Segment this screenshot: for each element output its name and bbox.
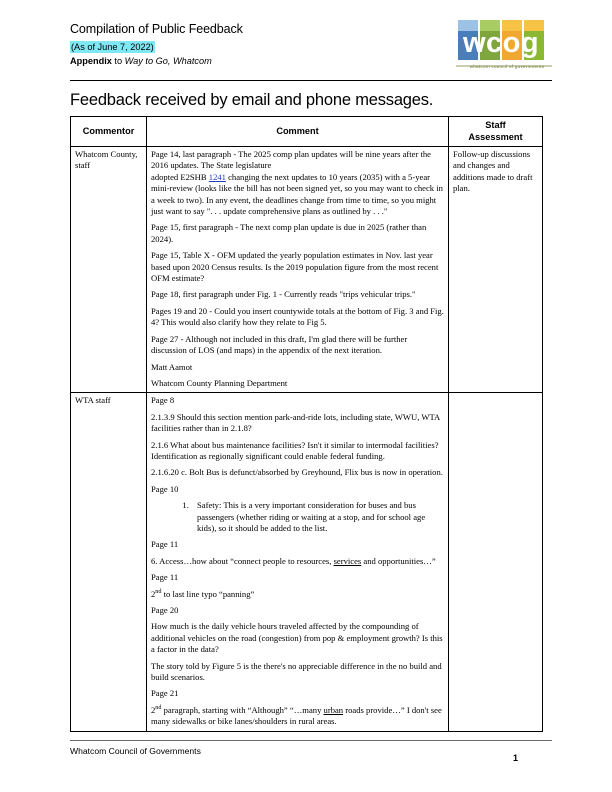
comment-paragraph [151, 222, 444, 245]
cell-staff-assessment: Follow-up discussions and changes and additions made to draft plan. [449, 147, 543, 393]
comment-paragraph [151, 484, 444, 495]
comment-paragraph [151, 149, 444, 217]
comment-paragraph [151, 378, 444, 389]
text-run: and opportunities…” [361, 555, 436, 566]
superscript-text: nd [155, 703, 162, 711]
text-run: roads provide…” I don't see many sidewalks or bike lanes/shoulders in rural areas. [151, 704, 442, 727]
text-run: Page 15, first paragraph - The next comp plan update is due in 2025 (rather than 2024). [151, 222, 427, 244]
header-appendix-line [70, 55, 243, 68]
table-row [71, 393, 543, 731]
text-run: Page 10 [151, 483, 179, 494]
wcog-logo-graphic [456, 18, 552, 78]
text-run: adopted E2SHB [151, 171, 209, 182]
comment-paragraph [151, 440, 444, 463]
text-run: changing the next updates to 10 years (2035) with a 5-year mini-review (looks like the bill has not been signed yet, so you may want to check in a week to two). In any event, the deadlines change from time to time, so you might just want to say ". . . update comprehensive plans as outlined by . . ." [151, 171, 443, 217]
column-header-staff-line1: Staff [485, 120, 506, 130]
text-run: to last line typo “panning” [161, 588, 255, 599]
text-run: The story told by Figure 5 is the there's no appreciable difference in the no build and build scenarios. [151, 660, 442, 683]
text-run: Page 18, first paragraph under Fig. 1 - Currently reads "trips vehicular trips." [151, 289, 416, 300]
text-run: Page 11 [151, 572, 179, 583]
wcog-logo [456, 18, 552, 78]
svg-text:wcog: wcog [462, 27, 540, 59]
comment-paragraph [151, 661, 444, 684]
header-text-block [70, 22, 243, 68]
comment-paragraph [151, 412, 444, 435]
cell-commentor: WTA staff [71, 393, 147, 731]
feedback-table [70, 116, 543, 732]
comment-paragraph [151, 556, 444, 567]
text-run: 2.1.6 What about bus maintenance facilities? Isn't it similar to intermodal facilities? Identification as regionally significant could enable federal funding. [151, 439, 439, 461]
text-run: Whatcom County Planning Department [151, 377, 288, 388]
page-header [70, 22, 552, 81]
underlined-text: urban [323, 704, 344, 715]
text-run: 2 [151, 704, 156, 715]
table-header-row [71, 117, 543, 147]
underlined-text: services [333, 555, 362, 566]
comment-paragraph [151, 705, 444, 728]
text-run: 6. Access…how about “connect people to resources, [151, 555, 334, 566]
comment-paragraph [151, 605, 444, 616]
table-row [71, 147, 543, 393]
cell-staff-assessment [449, 393, 543, 731]
header-date-highlight: (As of June 7, 2022) [71, 42, 154, 52]
superscript-text: nd [155, 587, 162, 595]
text-run: How much is the daily vehicle hours traveled affected by the compounding of additional vehicles on the road (congestion) from pop & employment growth? Is this a factor in the data? [151, 621, 443, 655]
comment-paragraph [151, 572, 444, 583]
text-run: paragraph, starting with “Although” “…many [161, 704, 324, 715]
footer-organization: Whatcom Council of Governments [70, 746, 201, 756]
page-title: Feedback received by email and phone messages. [70, 91, 434, 109]
comment-paragraph [151, 467, 444, 478]
table-body [71, 147, 543, 732]
text-run: Matt Aamot [151, 361, 193, 372]
text-run: Page 11 [151, 539, 179, 550]
comment-paragraph [151, 539, 444, 550]
comment-paragraph [151, 688, 444, 699]
text-run: Page 20 [151, 605, 179, 615]
text-run: 2.1.3.9 Should this section mention park-and-ride lots, including state, WWU, WTA facilities rather than in 2.1.8? [151, 411, 440, 434]
comment-paragraph [151, 306, 444, 329]
comment-paragraph [151, 589, 444, 600]
cell-commentor: Whatcom County, staff [71, 147, 147, 393]
text-run: Page 14, last paragraph - The 2025 comp plan updates will be nine years after the 2016 updates. The State legislature [151, 149, 432, 171]
column-header-commentor: Commentor [71, 117, 147, 147]
inline-hyperlink[interactable]: 1241 [208, 171, 226, 182]
cell-comment [147, 147, 449, 393]
header-title: Compilation of Public Feedback [70, 22, 243, 36]
text-run: 2.1.6.20 c. Bolt Bus is defunct/absorbed by Greyhound, Flix bus is now in operation. [151, 467, 443, 478]
text-run: Pages 19 and 20 - Could you insert countywide totals at the bottom of Fig. 3 and Fig. 4? This would also clarify how they relate to Fig 5. [151, 305, 444, 328]
text-run: Page 27 - Although not included in this draft, I'm glad there will be further discussion of LOS (and maps) in the appendix of the next iteration. [151, 333, 408, 356]
text-run: Page 8 [151, 395, 175, 406]
comment-paragraph [151, 362, 444, 373]
comment-list-item: 1. Safety: This is a very important consideration for buses and bus passengers (whether riding or waiting at a stop, and for school age kids), so it should be added to the list. [191, 500, 444, 534]
column-header-staff-line2: Assessment [468, 131, 523, 142]
text-run: Page 21 [151, 688, 179, 699]
comment-paragraph [151, 621, 444, 655]
page-footer [70, 740, 552, 770]
header-appendix-doc-title: Way to Go, Whatcom [124, 56, 212, 66]
text-run: 2 [151, 588, 156, 599]
comment-ordered-list [151, 500, 444, 534]
table-head [71, 117, 543, 147]
column-header-comment: Comment [147, 117, 449, 147]
comment-paragraph [151, 289, 444, 300]
comment-paragraph [151, 395, 444, 406]
footer-page-number: 1 [512, 753, 518, 763]
comment-paragraph [151, 334, 444, 357]
column-header-staff-assessment [449, 117, 543, 147]
wcog-logo-tagline: whatcom council of governments [469, 64, 545, 69]
header-appendix-label: Appendix [70, 56, 112, 66]
text-run: Page 15, Table X - OFM updated the yearly population estimates in Nov. last year based upon 2020 Census results. Is the 2019 population figure from the most recent OFM estimate? [151, 250, 439, 284]
cell-comment [147, 393, 449, 731]
header-appendix-connector: to [111, 56, 125, 66]
comment-paragraph [151, 250, 444, 284]
